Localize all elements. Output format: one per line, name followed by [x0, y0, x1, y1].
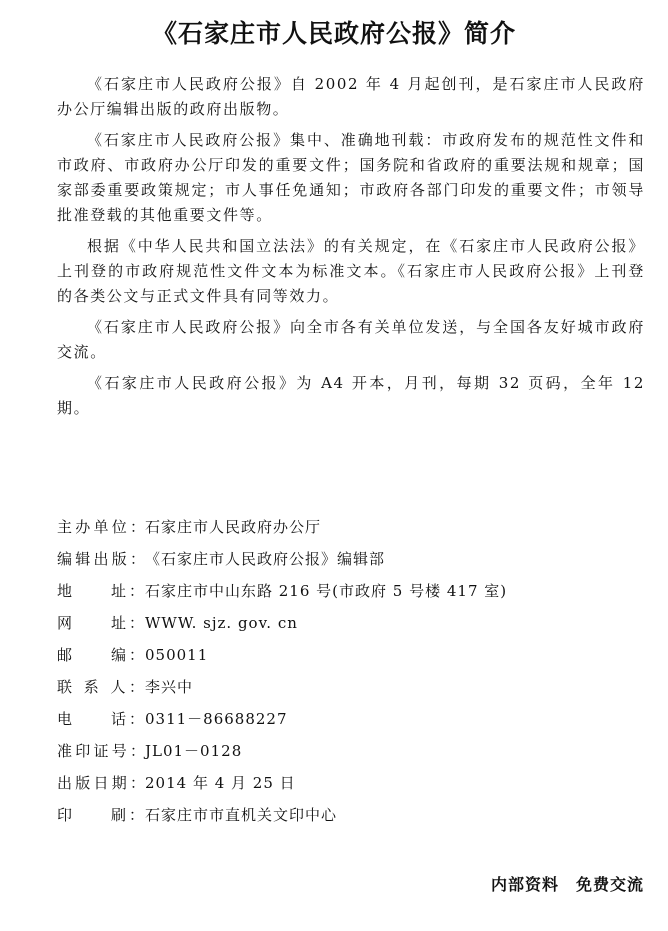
info-row-website [57, 611, 617, 643]
info-label: 主办单位： [57, 518, 145, 536]
info-row-address [57, 579, 617, 611]
info-label: 准印证号： [57, 742, 145, 760]
info-value: 0311－86688227 [145, 710, 288, 728]
info-value: 050011 [145, 646, 209, 664]
info-value: 石家庄市人民政府办公厅 [145, 518, 322, 536]
info-row-printer [57, 803, 617, 835]
info-row-contact [57, 675, 617, 707]
info-value: 石家庄市市直机关文印中心 [145, 806, 338, 824]
info-value: WWW. sjz. gov. cn [145, 614, 298, 632]
info-row-editor [57, 547, 617, 579]
intro-paragraph: 《石家庄市人民政府公报》集中、准确地刊载：市政府发布的规范性文件和市政府、市政府办公厅印发的重要文件；国务院和省政府的重要法规和规章；国家部委重要政策规定；市人事任免通知；市政府各部门印发的重要文件；市领导批准登载的其他重要文件等。 [57, 131, 645, 224]
info-value: 李兴中 [145, 678, 194, 696]
info-label: 印 刷： [57, 806, 145, 824]
info-row-postcode [57, 643, 617, 675]
info-row-permit [57, 739, 617, 771]
intro-paragraph: 根据《中华人民共和国立法法》的有关规定，在《石家庄市人民政府公报》上刊登的市政府规范性文件文本为标准文本。《石家庄市人民政府公报》上刊登的各类公文与正式文件具有同等效力。 [57, 237, 645, 305]
info-value: JL01－0128 [145, 742, 243, 760]
publication-info [57, 515, 617, 835]
info-row-sponsor [57, 515, 617, 547]
info-label: 网 址： [57, 614, 145, 632]
info-row-phone [57, 707, 617, 739]
info-label: 出版日期： [57, 774, 145, 792]
intro-paragraph: 《石家庄市人民政府公报》自 2002 年 4 月起创刊，是石家庄市人民政府办公厅编辑出版的政府出版物。 [57, 75, 645, 118]
info-label: 邮 编： [57, 646, 145, 664]
info-value: 石家庄市中山东路 216 号(市政府 5 号楼 417 室) [145, 582, 508, 600]
page-title: 《石家庄市人民政府公报》简介 [151, 19, 516, 48]
info-value: 《石家庄市人民政府公报》编辑部 [145, 550, 386, 568]
intro-section [57, 72, 645, 427]
info-label: 联 系 人： [57, 678, 145, 696]
info-value: 2014 年 4 月 25 日 [145, 774, 296, 792]
info-label: 电 话： [57, 710, 145, 728]
info-label: 地 址： [57, 582, 145, 600]
intro-paragraph: 《石家庄市人民政府公报》向全市各有关单位发送，与全国各友好城市政府交流。 [57, 318, 645, 361]
intro-paragraph: 《石家庄市人民政府公报》为 A4 开本，月刊，每期 32 页码，全年 12 期。 [57, 374, 645, 417]
info-row-publish-date [57, 771, 617, 803]
footer-note: 内部资料 免费交流 [490, 875, 644, 894]
info-label: 编辑出版： [57, 550, 145, 568]
